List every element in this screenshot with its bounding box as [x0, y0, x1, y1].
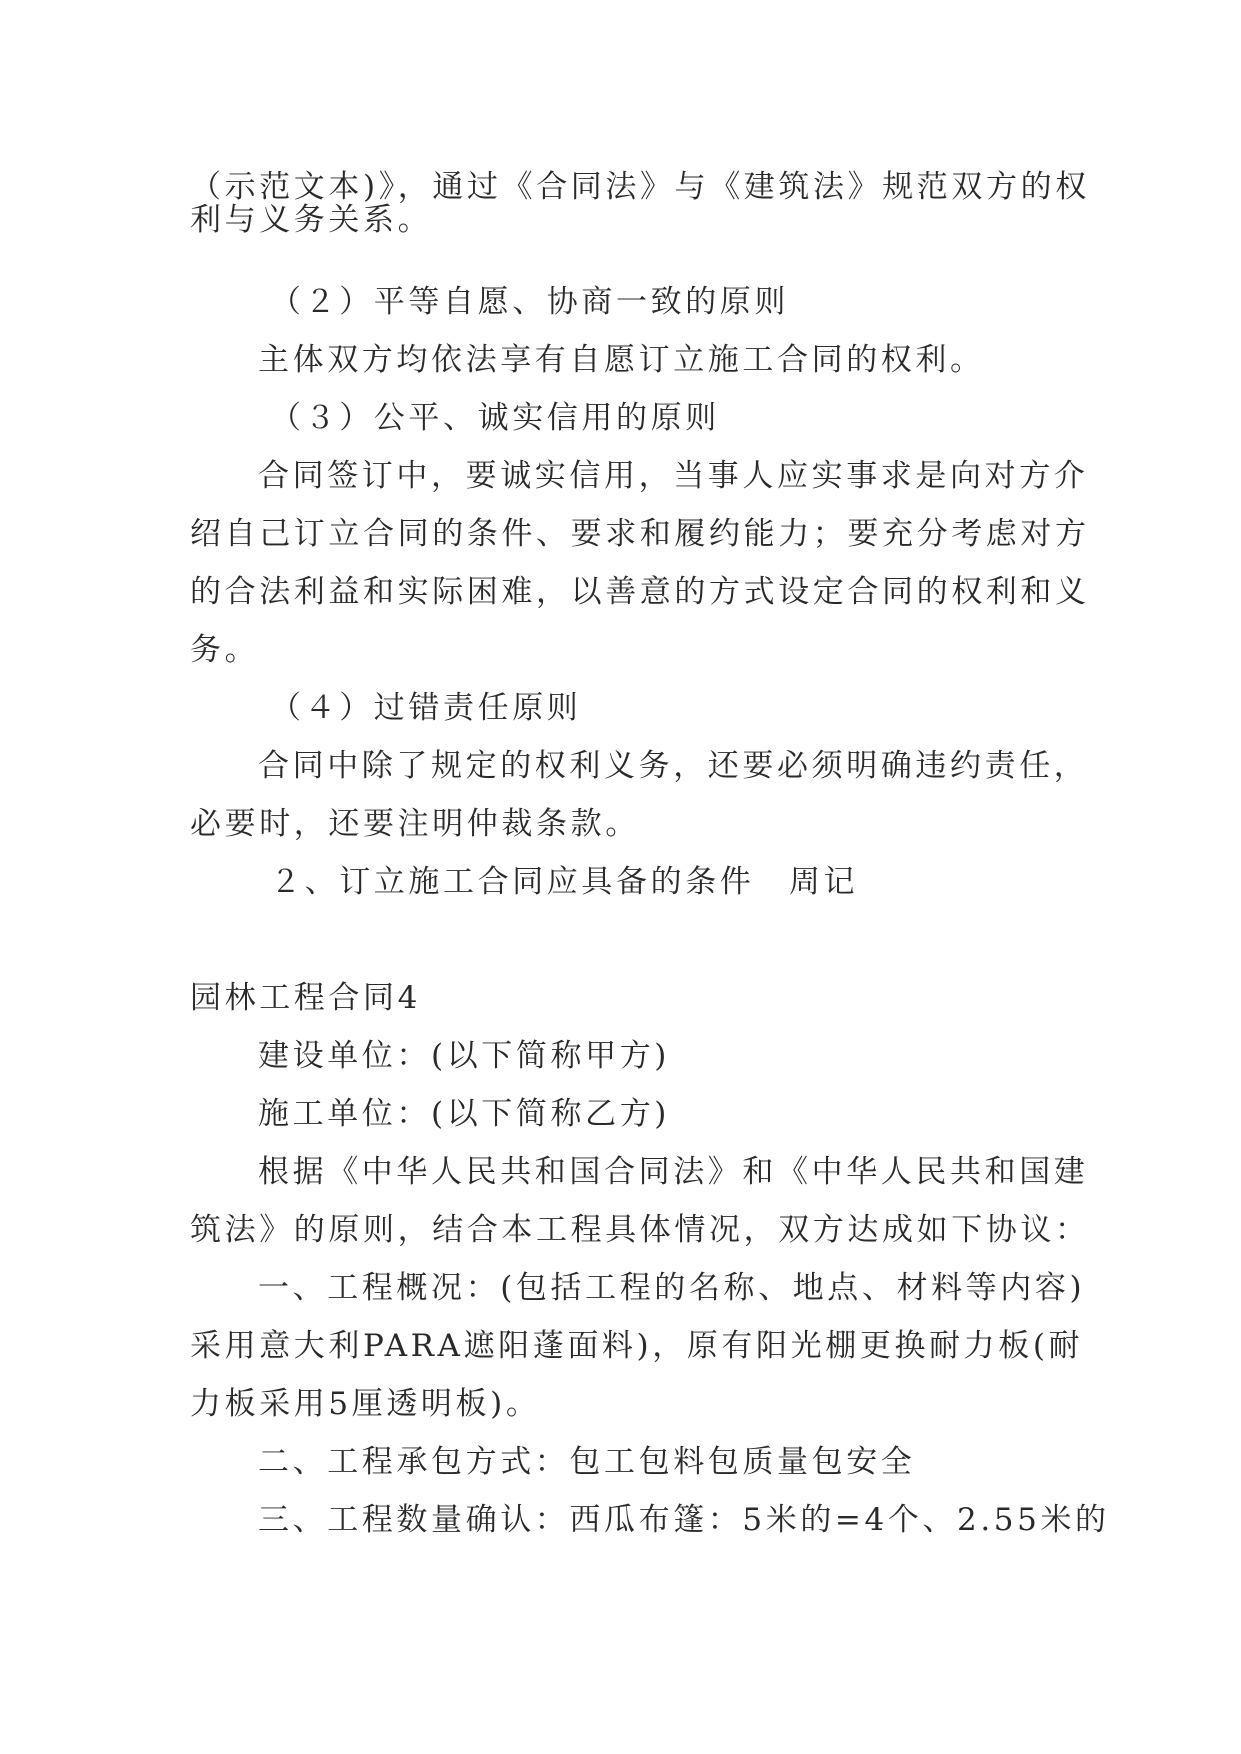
paragraph-line: 一、工程概况：(包括工程的名称、地点、材料等内容): [258, 1270, 1086, 1306]
section-heading: （４）过错责任原则: [270, 690, 582, 726]
paragraph-line: 绍自己订立合同的条件、要求和履约能力；要充分考虑对方: [190, 516, 1090, 552]
paragraph-line: 合同签订中，要诚实信用，当事人应实事求是向对方介: [258, 458, 1089, 494]
paragraph-line: 建设单位：(以下简称甲方): [258, 1038, 670, 1074]
paragraph-line: 的合法利益和实际困难，以善意的方式设定合同的权利和义: [190, 574, 1090, 610]
paragraph-line: （示范文本)》，通过《合同法》与《建筑法》规范双方的权: [190, 169, 1090, 205]
paragraph-line: 三、工程数量确认：西瓜布篷：5米的=4个、2.55米的: [258, 1502, 1110, 1538]
section-heading: ２、订立施工合同应具备的条件 周记: [270, 864, 859, 900]
paragraph-line: 利与义务关系。: [190, 202, 433, 238]
paragraph-line: 采用意大利PARA遮阳蓬面料)，原有阳光棚更换耐力板(耐: [190, 1328, 1084, 1364]
paragraph-line: 筑法》的原则，结合本工程具体情况，双方达成如下协议：: [190, 1212, 1090, 1248]
paragraph-line: 力板采用5厘透明板)。: [190, 1386, 541, 1422]
paragraph-line: 合同中除了规定的权利义务，还要必须明确违约责任，: [258, 748, 1089, 784]
paragraph-line: 主体双方均依法享有自愿订立施工合同的权利。: [258, 342, 985, 378]
paragraph-line: 根据《中华人民共和国合同法》和《中华人民共和国建: [258, 1154, 1089, 1190]
paragraph-line: 施工单位：(以下简称乙方): [258, 1096, 670, 1132]
section-heading: （２）平等自愿、协商一致的原则: [270, 284, 789, 320]
section-heading: （３）公平、诚实信用的原则: [270, 400, 720, 436]
paragraph-line: 必要时，还要注明仲裁条款。: [190, 806, 640, 842]
paragraph-line: 务。: [190, 632, 260, 668]
document-title: 园林工程合同4: [190, 980, 421, 1016]
paragraph-line: 二、工程承包方式：包工包料包质量包安全: [258, 1444, 916, 1480]
